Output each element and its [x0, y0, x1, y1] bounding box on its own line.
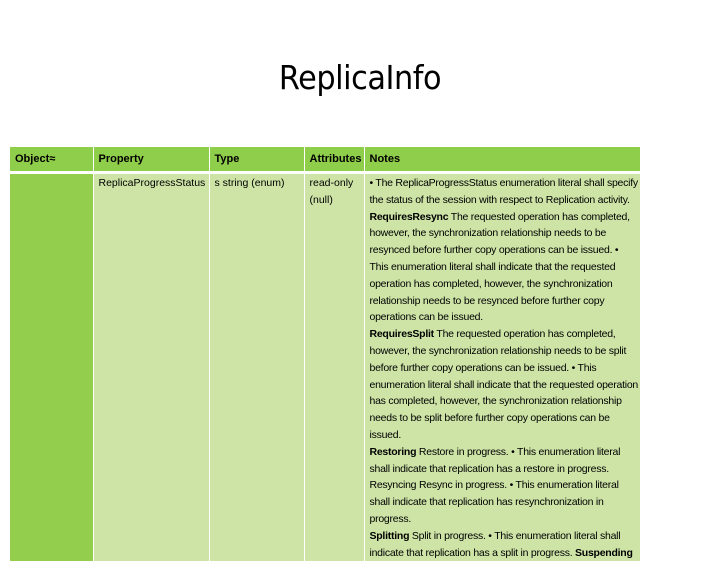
notes-requires-resync-text: The requested operation has completed, however, the synchronization relationship needs to be resynced before further copy operations can be issued. • This enumeration literal shall indicate that the requested operation has completed, however, the synchronization relationship needs to be resynced before further copy operations can be issued.	[370, 211, 630, 324]
notes-term-requires-resync: RequiresResync	[370, 211, 449, 223]
table-header-row	[10, 147, 640, 173]
cell-notes	[364, 173, 640, 561]
table-row	[10, 173, 640, 561]
notes-term-suspending: Suspending	[575, 547, 633, 559]
cell-object	[10, 173, 93, 561]
notes-term-requires-split: RequiresSplit	[370, 328, 434, 340]
notes-term-splitting: Splitting	[370, 530, 410, 542]
notes-intro: • The ReplicaProgressStatus enumeration literal shall specify the status of the session with respect to Replication activity.	[370, 177, 638, 206]
notes-restoring-text: Restore in progress. • This enumeration literal shall indicate that replication has a restore in progress. Resyncing Resync in progress. • This enumeration literal shall indicate that replication has resynchronization in progress.	[370, 446, 621, 525]
slide-title: ReplicaInfo	[29, 58, 691, 97]
header-type: Type	[209, 147, 304, 173]
cell-attributes: read-only (null)	[304, 173, 364, 561]
cell-property: ReplicaProgressStatus	[93, 173, 209, 561]
cell-type: s string (enum)	[209, 173, 304, 561]
notes-requires-split-text: The requested operation has completed, however, the synchronization relationship needs to be split before further copy operations can be issued. • This enumeration literal shall indicate that the requested operation has completed, however, the synchronization relationship needs to be split before further copy operations can be issued.	[370, 328, 639, 441]
notes-term-restoring: Restoring	[370, 446, 417, 458]
notes-splitting-text: Split in progress. • This enumeration literal shall indicate that replication has a split in progress.	[370, 530, 621, 559]
header-object: Object≈	[10, 147, 93, 173]
header-attributes: Attributes	[304, 147, 364, 173]
header-notes: Notes	[364, 147, 640, 173]
header-property: Property	[93, 147, 209, 173]
replica-info-table	[10, 147, 641, 561]
